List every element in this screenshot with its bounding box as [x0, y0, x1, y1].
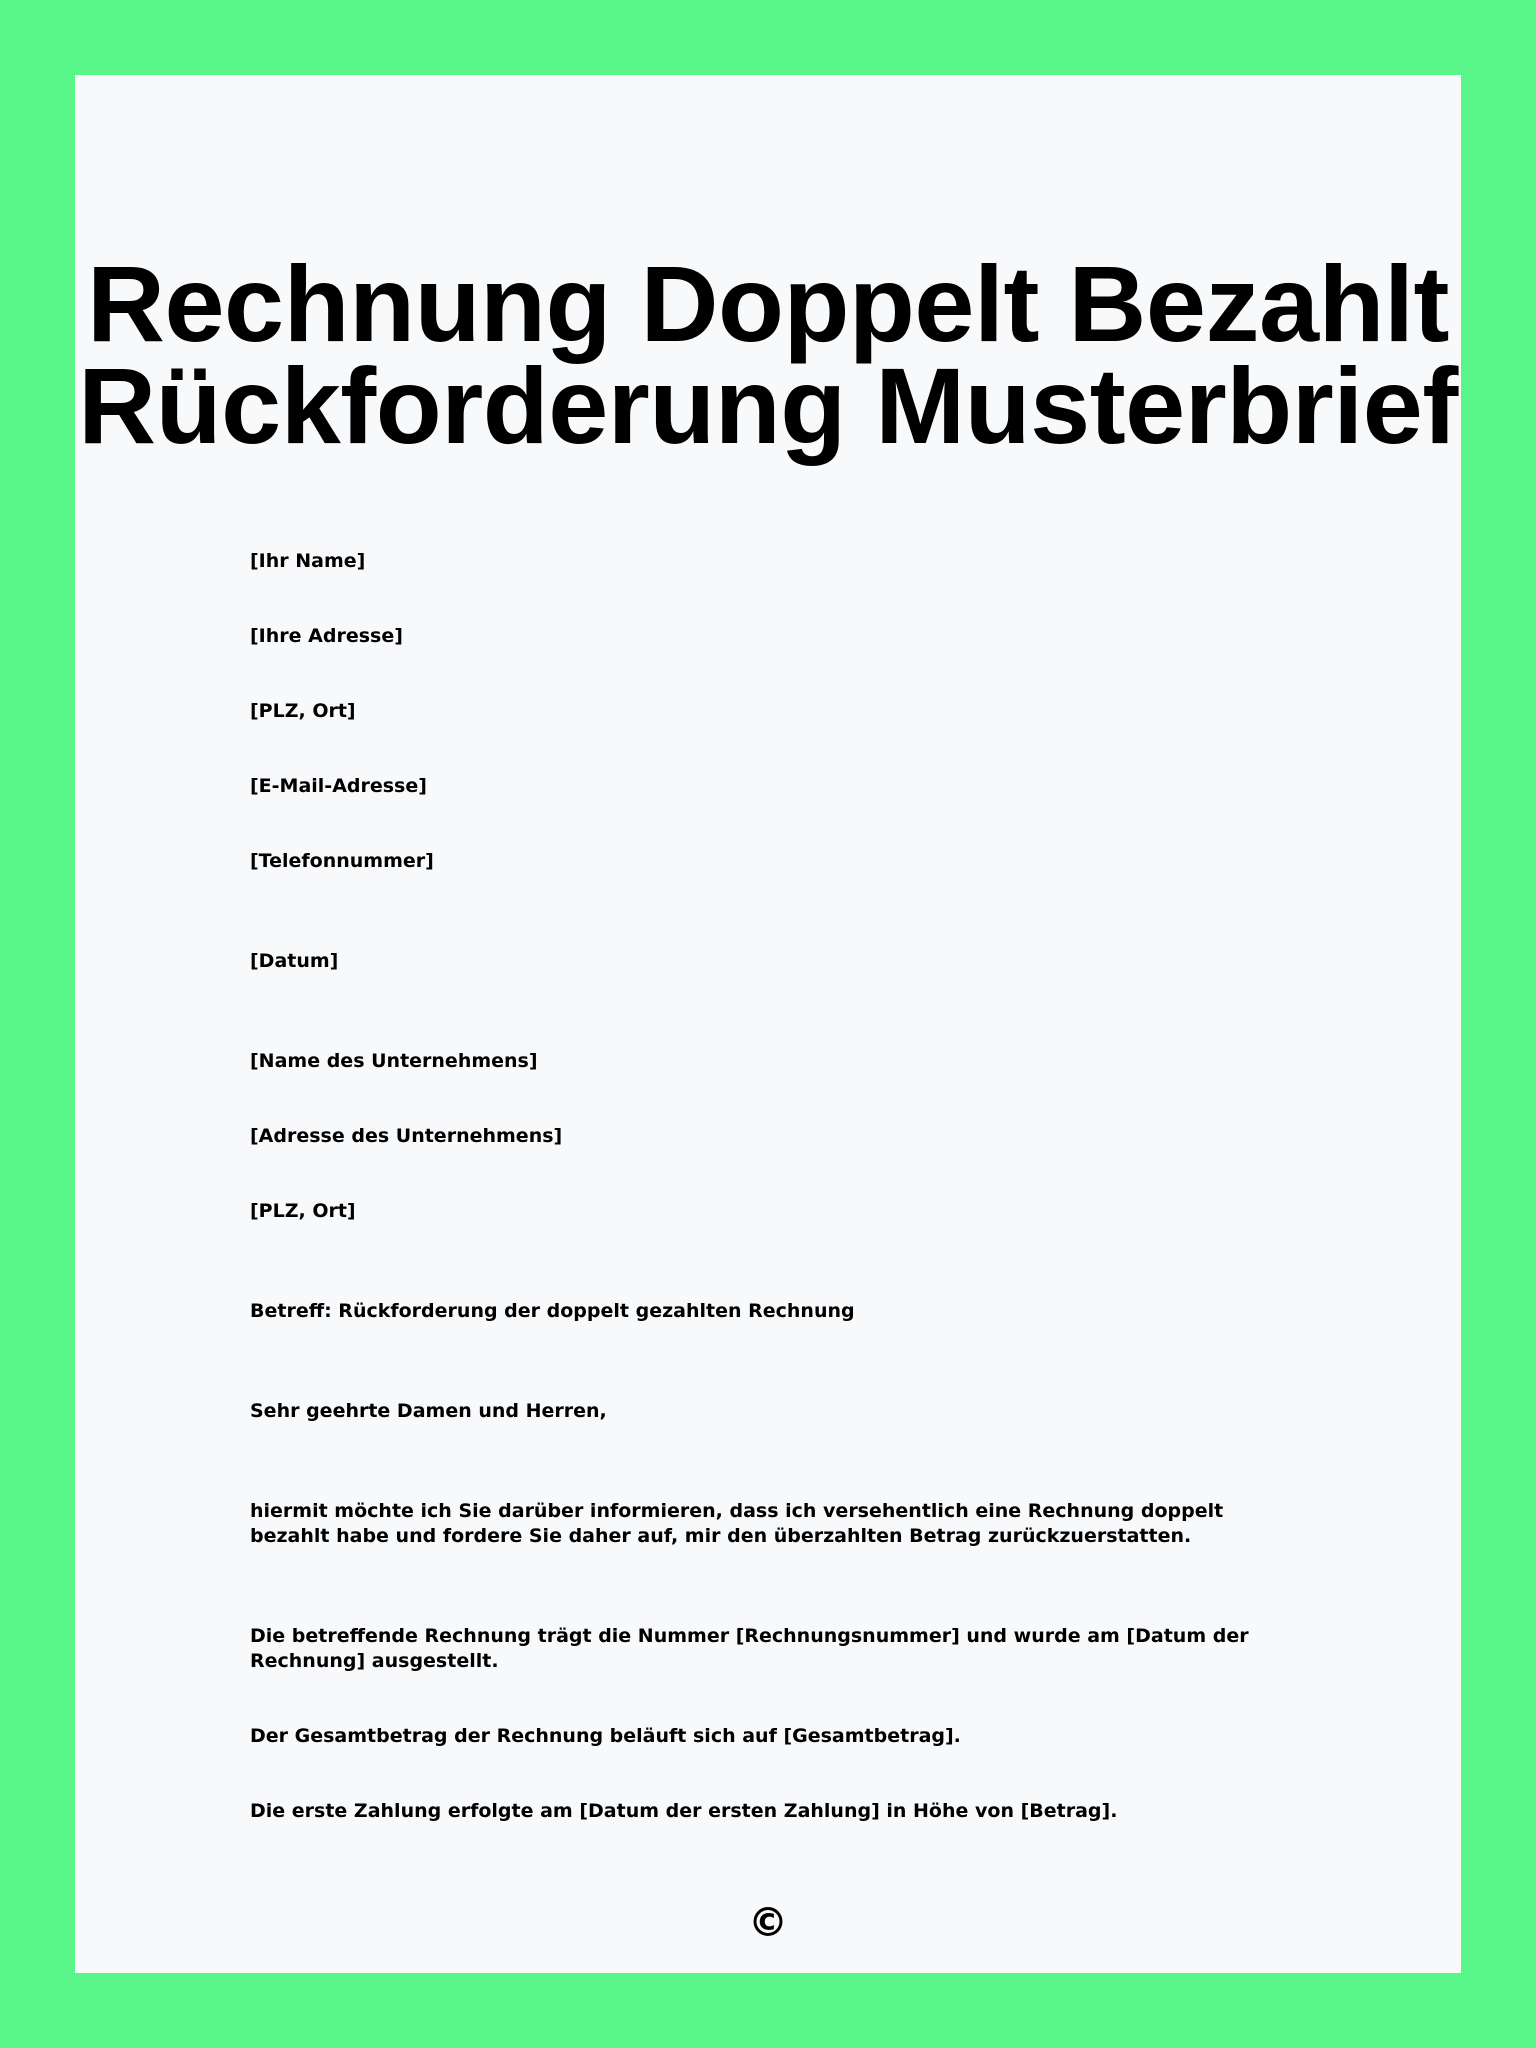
recipient-zip-city: [PLZ, Ort] [250, 1200, 356, 1222]
sender-name: [Ihr Name] [250, 550, 366, 572]
sender-email: [E-Mail-Adresse] [250, 775, 427, 797]
body-paragraph-4: Die erste Zahlung erfolgte am [Datum der ersten Zahlung] in Höhe von [Betrag]. [250, 1800, 1118, 1822]
title-line-2: Rückforderung Musterbrief [78, 345, 1458, 466]
sender-phone: [Telefonnummer] [250, 850, 434, 872]
body-paragraph-3: Der Gesamtbetrag der Rechnung beläuft sich auf [Gesamtbetrag]. [250, 1725, 961, 1747]
body-paragraph-1: hiermit möchte ich Sie darüber informieren, dass ich versehentlich eine Rechnung doppelt bezahlt habe und fordere Sie daher auf, mir den überzahlten Betrag zurückzuerstatten. [250, 1500, 1224, 1547]
recipient-company: [Name des Unternehmens] [250, 1050, 538, 1072]
sender-address: [Ihre Adresse] [250, 625, 403, 647]
copyright-icon: © [748, 1900, 788, 1946]
letter-date: [Datum] [250, 950, 339, 972]
sender-zip-city: [PLZ, Ort] [250, 700, 356, 722]
body-paragraph-2: Die betreffende Rechnung trägt die Nummer [Rechnungsnummer] und wurde am [Datum der Rechnung] ausgestellt. [250, 1625, 1249, 1672]
document-title [75, 243, 1461, 466]
recipient-address: [Adresse des Unternehmens] [250, 1125, 563, 1147]
letter-salutation: Sehr geehrte Damen und Herren, [250, 1400, 607, 1422]
document-page [75, 75, 1461, 1973]
title-line-1: Rechnung Doppelt Bezahlt [87, 243, 1449, 364]
letter-subject: Betreff: Rückforderung der doppelt gezahlten Rechnung [250, 1300, 855, 1322]
